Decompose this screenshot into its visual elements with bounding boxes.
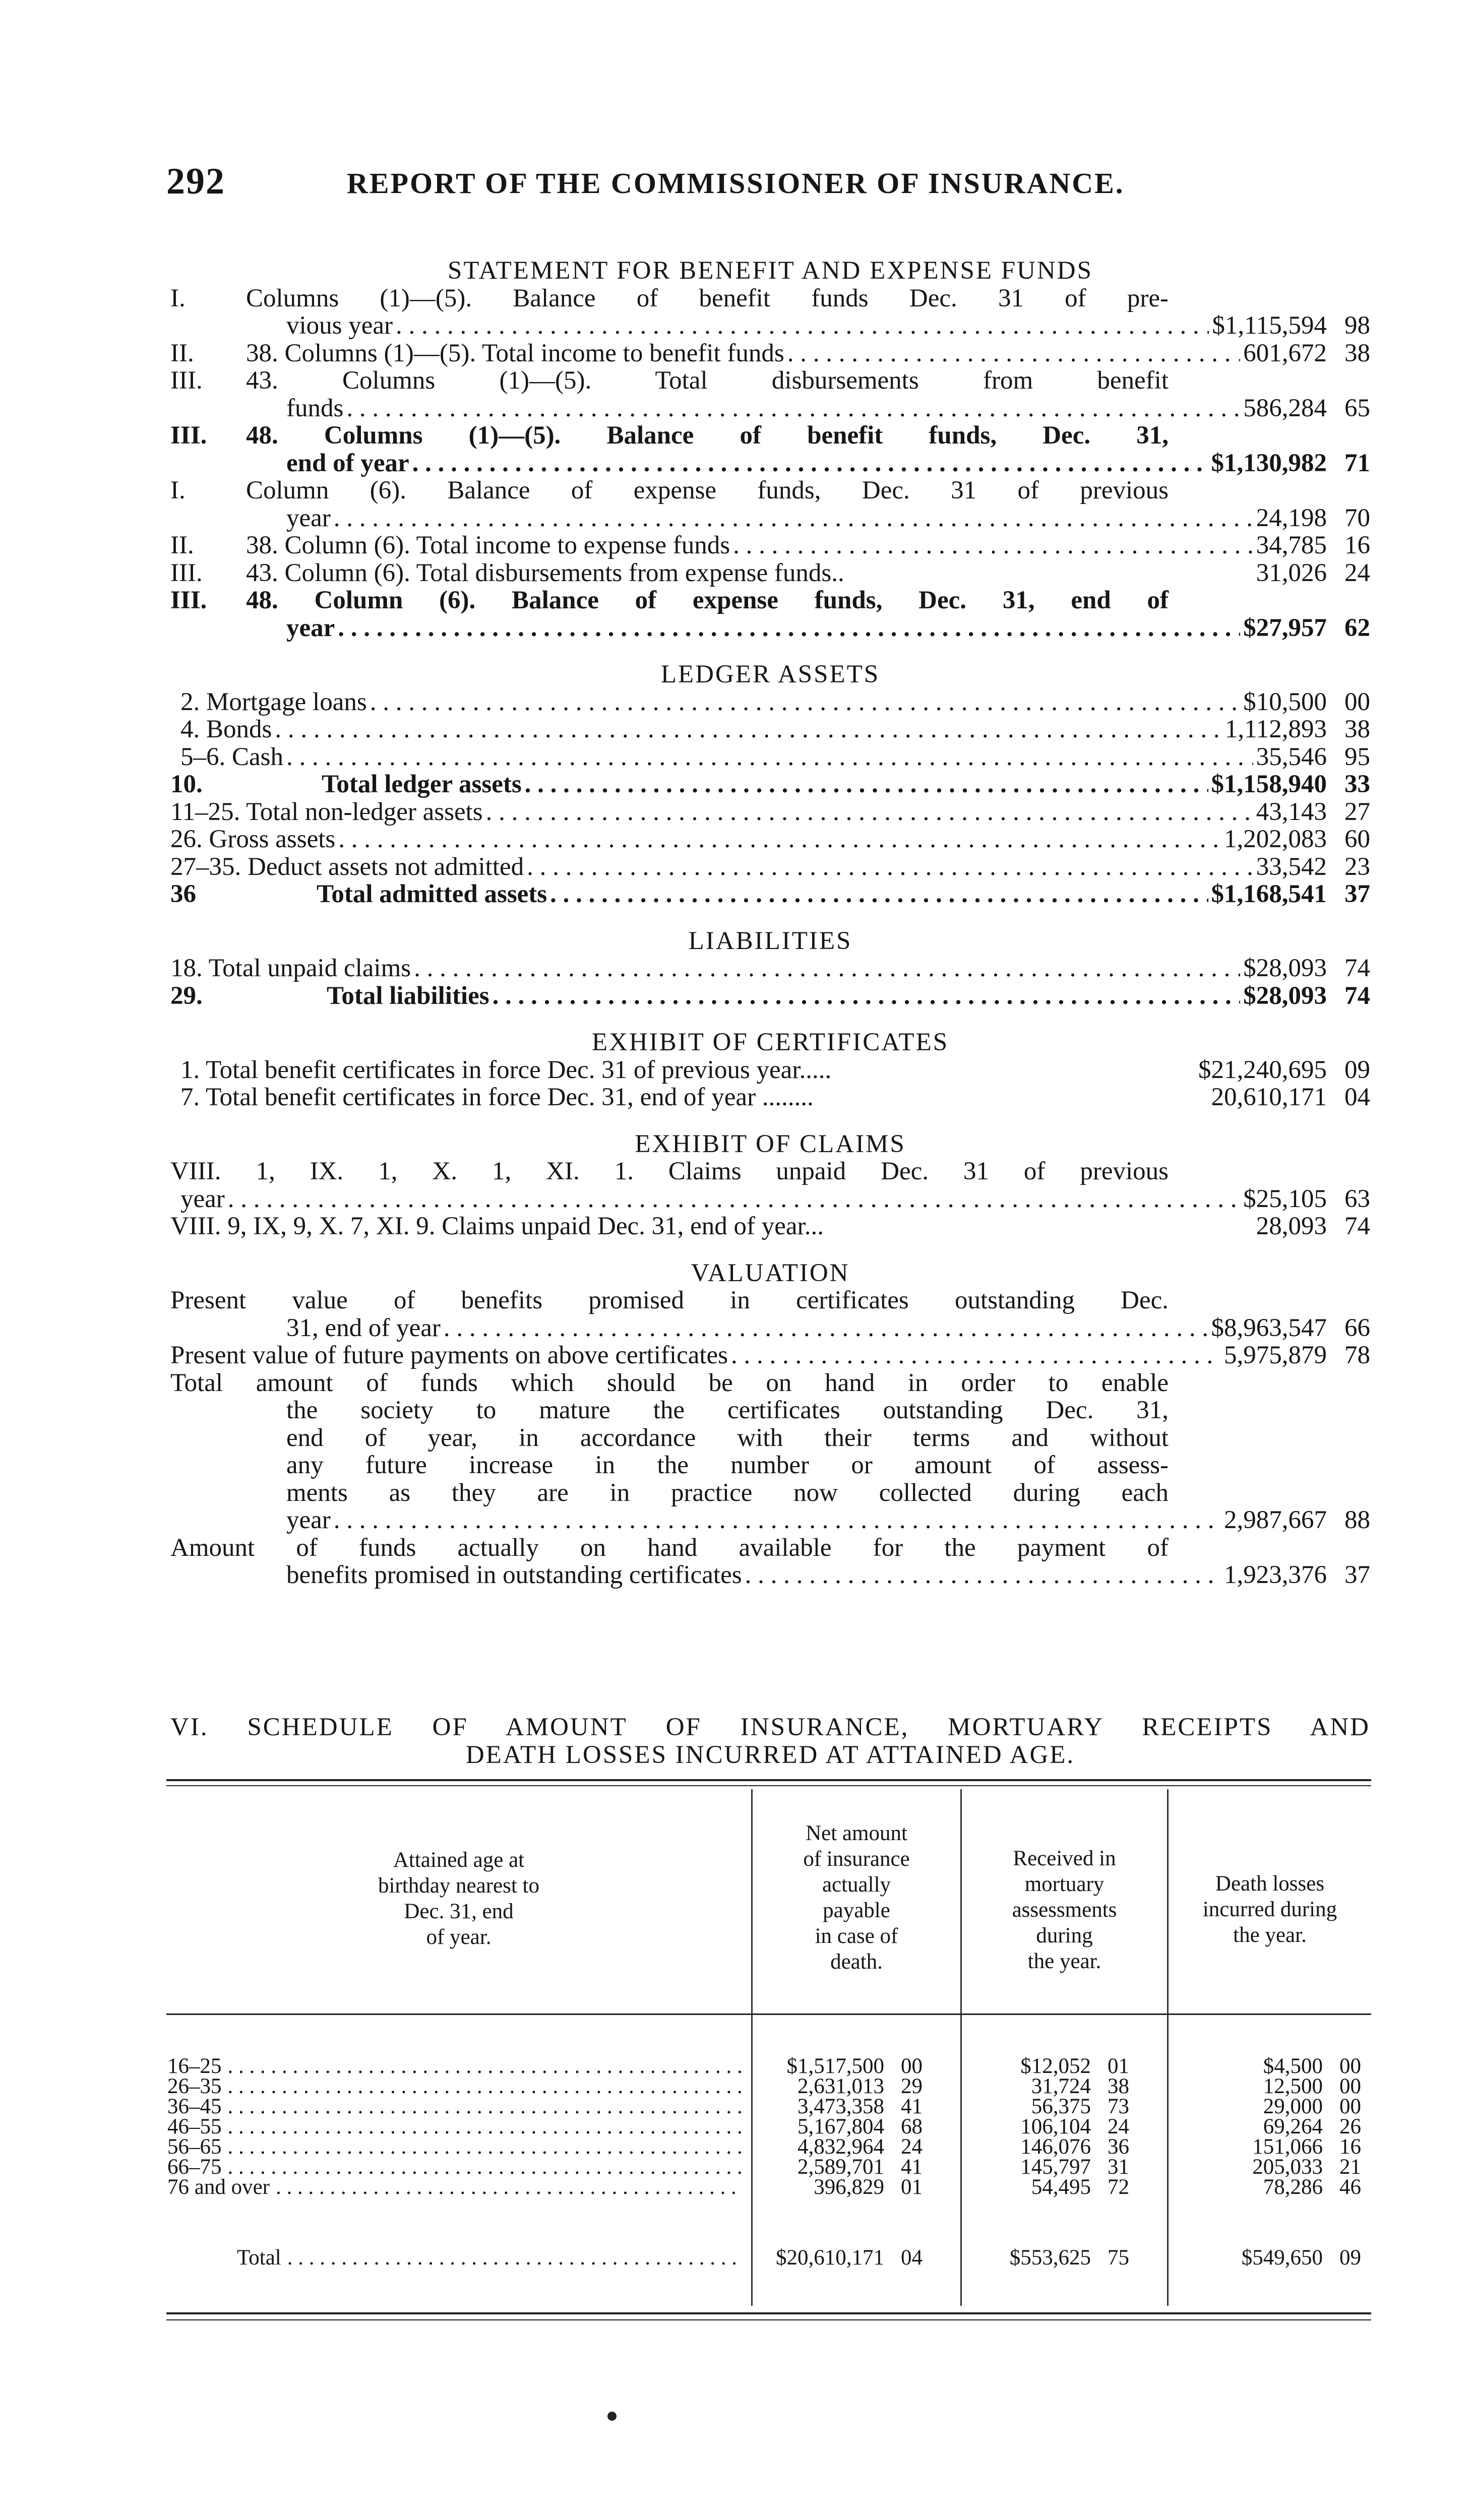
schedule-title (170, 1714, 1370, 1769)
expense-row-1a: I. Column (6). Balance of expense funds, Dec. 31 of previous (170, 476, 1169, 505)
benefit-row-2: II. 38. Columns (1)—(5). Total income to benefit funds . . . 601,672 38 (170, 340, 1370, 367)
ledger-row-total: 10. Total ledger assets . . . $1,158,940 33 (170, 771, 1370, 798)
table-row: 76 and over . . . 396,829 01 54,495 72 78,286 46 (166, 2177, 1371, 2197)
schedule-title-line-1: VI. SCHEDULE OF AMOUNT OF INSURANCE, MORTUARY RECEIPTS AND (170, 1713, 1370, 1741)
financial-statements (170, 257, 1370, 1589)
ledger-row: 27–35. Deduct assets not admitted . . . 33,542 23 (170, 853, 1370, 881)
table-row: 36–45 . . . 3,473,358 41 56,375 73 29,000 00 (166, 2097, 1371, 2117)
valuation-item-3-line: the society to mature the certificates outstanding Dec. 31, (286, 1396, 1169, 1424)
table-bottom-rule-2 (166, 2319, 1371, 2320)
valuation-item-3-line: ments as they are in practice now collected during each (286, 1478, 1169, 1507)
table-row: 46–55 . . . 5,167,804 68 106,104 24 69,264 26 (166, 2117, 1371, 2137)
valuation-heading: VALUATION (691, 1258, 850, 1287)
claims-row-1: year . . . $25,105 63 (170, 1185, 1370, 1213)
liability-row: 18. Total unpaid claims . . . $28,093 74 (170, 955, 1370, 982)
valuation-item-3-line: any future increase in the number or amount of assess- (286, 1451, 1169, 1479)
valuation-item-4: benefits promised in outstanding certificates . . . 1,923,376 37 (170, 1561, 1370, 1589)
table-total-row: Total . . . $20,610,171 04 $553,625 75 $549,650 09 (166, 2248, 1371, 2268)
benefit-row-1: vious year . . . $1,115,594 98 (170, 312, 1370, 340)
valuation-item-4a: Amount of funds actually on hand available for the payment of (170, 1533, 1169, 1562)
liabilities-heading: LIABILITIES (688, 926, 852, 955)
certificates-heading: EXHIBIT OF CERTIFICATES (591, 1028, 949, 1056)
benefit-row-4a: III. 48. Columns (1)—(5). Balance of benefit funds, Dec. 31, (170, 421, 1169, 450)
expense-row-4: year . . . $27,957 62 (170, 614, 1370, 642)
page-number: 292 (166, 161, 225, 202)
benefit-row-3: funds . . . 586,284 65 (170, 395, 1370, 422)
page-bottom-dot (607, 2412, 617, 2421)
ledger-row: 26. Gross assets . . . 1,202,083 60 (170, 826, 1370, 853)
claims-row-1a: VIII. 1, IX. 1, X. 1, XI. 1. Claims unpaid Dec. 31 of previous (170, 1157, 1169, 1185)
ledger-row: 2. Mortgage loans . . . $10,500 00 (170, 688, 1370, 716)
header-attained-age: Attained age at birthday nearest to Dec. 31, end of year. (378, 1848, 539, 1949)
running-title: REPORT OF THE COMMISSIONER OF INSURANCE. (347, 167, 1125, 200)
expense-row-1: year . . . 24,198 70 (170, 505, 1370, 532)
header-bottom-rule (166, 2013, 1371, 2015)
ledger-row: 5–6. Cash . . . 35,546 95 (170, 743, 1370, 771)
table-row: 56–65 . . . 4,832,964 24 146,076 36 151,066 16 (166, 2137, 1371, 2157)
valuation-item-3: year . . . 2,987,667 88 (170, 1506, 1370, 1534)
header-death-losses: Death losses incurred during the year. (1202, 1872, 1337, 1947)
running-head (166, 160, 1386, 206)
benefit-row-3a: III. 43. Columns (1)—(5). Total disbursements from benefit (170, 366, 1169, 395)
table-top-rule-2 (166, 1785, 1371, 1786)
table-row: 26–35 . . . 2,631,013 29 31,724 38 12,500 00 (166, 2076, 1371, 2097)
claims-heading: EXHIBIT OF CLAIMS (635, 1129, 906, 1158)
ledger-row-admitted: 36 Total admitted assets . . . $1,168,541 37 (170, 880, 1370, 908)
valuation-item-1a: Present value of benefits promised in certificates outstanding Dec. (170, 1286, 1169, 1314)
valuation-item-1: 31, end of year . . . $8,963,547 66 (170, 1314, 1370, 1342)
liability-row-total: 29. Total liabilities . . . $28,093 74 (170, 982, 1370, 1010)
valuation-item-2: Present value of future payments on above certificates . . . 5,975,879 78 (170, 1342, 1370, 1369)
ledger-assets-heading: LEDGER ASSETS (660, 660, 880, 688)
benefit-row-1a: I. Columns (1)—(5). Balance of benefit funds Dec. 31 of pre- (170, 284, 1169, 312)
benefit-row-4: end of year . . . $1,130,982 71 (170, 450, 1370, 477)
table-row: 66–75 . . . 2,589,701 41 145,797 31 205,033 21 (166, 2157, 1371, 2177)
certificate-row: 7. Total benefit certificates in force Dec. 31, end of year ........ 20,610,171 04 (180, 1083, 1370, 1111)
header-net-insurance: Net amount of insurance actually payable in case of death. (803, 1821, 910, 1974)
header-mortuary-receipts: Received in mortuary assessments during the year. (1012, 1847, 1117, 1973)
benefit-expense-heading: STATEMENT FOR BENEFIT AND EXPENSE FUNDS (448, 257, 1093, 285)
schedule-title-line-2: DEATH LOSSES INCURRED AT ATTAINED AGE. (465, 1741, 1075, 1769)
ledger-row: 4. Bonds . . . 1,112,893 38 (170, 716, 1370, 743)
certificate-row: 1. Total benefit certificates in force Dec. 31 of previous year..... $21,240,695 09 (180, 1055, 1370, 1084)
column-divider (1167, 1789, 1169, 2306)
table-top-rule (166, 1779, 1371, 1781)
valuation-item-3-line: Total amount of funds which should be on hand in order to enable (170, 1368, 1169, 1397)
valuation-item-3-line: end of year, in accordance with their terms and without (286, 1423, 1169, 1452)
table-row: 16–25 . . . $1,517,500 00 $12,052 01 $4,500 00 (166, 2056, 1371, 2076)
expense-row-4a: III. 48. Column (6). Balance of expense funds, Dec. 31, end of (170, 586, 1169, 614)
table-bottom-rule (166, 2312, 1371, 2314)
claims-row-2: VIII. 9, IX, 9, X. 7, XI. 9. Claims unpaid Dec. 31, end of year... 28,093 74 (170, 1212, 1370, 1240)
expense-row-2: II. 38. Column (6). Total income to expense funds . . . 34,785 16 (170, 532, 1370, 559)
ledger-row: 11–25. Total non-ledger assets . . . 43,143 27 (170, 798, 1370, 826)
expense-row-3: III. 43. Column (6). Total disbursements from expense funds.. 31,026 24 (170, 558, 1370, 587)
